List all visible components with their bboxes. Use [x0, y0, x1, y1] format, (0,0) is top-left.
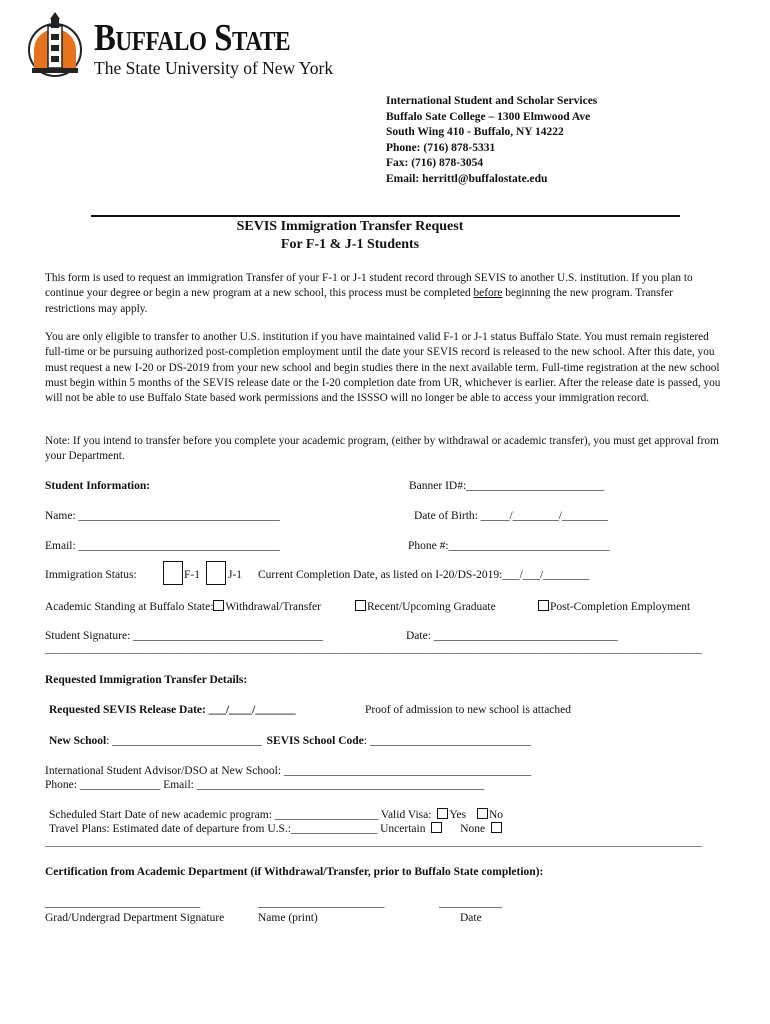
cert-date-line[interactable]: ___________ — [439, 897, 503, 909]
contact-line: Fax: (716) 878-3054 — [386, 157, 484, 169]
note-paragraph: Note: If you intend to transfer before you complete your academic program, (either by withdrawal or academic transfer), you must get approval from your Department. — [45, 435, 719, 463]
email-field[interactable]: Email: ___________________________________ — [45, 540, 280, 552]
eligibility-paragraph: You are only eligible to transfer to another U.S. institution if you have maintained valid F-1 or J-1 status Buffalo State. You must remain registered full-time or be pursuing authorized post-completion employment until the date your SEVIS record is released to the new school. After this date, you must request a new I-20 or DS-2019 from your new school and begin studies there in the next available term. Full-time registration at the new school must begin within 5 months of the SEVIS release date or the I-20 completion date from UR, whichever is earlier. After the release date is passed, you will not be able to use Buffalo State based work permissions and the ISSSO will no longer be able to access your immigration record. — [45, 331, 721, 405]
intro-paragraph: This form is used to request an immigration Transfer of your F-1 or J-1 student record through SEVIS to another U.S. institution. If you plan to continue your degree or begin a new program at a new school, this process must be completed before beginning the new program. Transfer restrictions may apply. — [45, 272, 693, 315]
immigration-status-label: Immigration Status: — [45, 569, 137, 581]
travel-plans-row — [49, 822, 503, 835]
new-school-field[interactable]: : __________________________ — [106, 735, 262, 747]
post-completion-option — [538, 600, 690, 613]
before-emphasis: before — [473, 287, 503, 300]
academic-standing-label: Academic Standing at Buffalo State: — [45, 601, 214, 613]
j1-checkbox[interactable] — [206, 561, 226, 585]
sevis-code-field[interactable]: : ____________________________ — [363, 735, 531, 747]
contact-line: Phone: (716) 878-5331 — [386, 141, 496, 154]
visa-no-checkbox[interactable] — [477, 808, 488, 819]
buffalo-state-logo — [22, 12, 334, 84]
withdrawal-checkbox[interactable] — [213, 600, 224, 611]
visa-no-label: No — [488, 809, 504, 821]
completion-date-field[interactable]: Current Completion Date, as listed on I-20/DS-2019:___/___/________ — [258, 569, 590, 581]
print-name-line[interactable]: ______________________ — [258, 897, 385, 909]
header-rule — [91, 215, 680, 217]
phone-field[interactable]: Phone #:____________________________ — [408, 540, 610, 552]
advisor-contact-field[interactable]: Phone: ______________ Email: __________________________________________________ — [45, 779, 485, 791]
sevis-code-label: SEVIS School Code — [266, 735, 364, 747]
logo-wordmark: Buffalo State — [94, 17, 291, 59]
visa-yes-checkbox[interactable] — [437, 808, 448, 819]
none-checkbox[interactable] — [491, 822, 502, 833]
contact-block — [386, 94, 597, 187]
contact-line: International Student and Scholar Services — [386, 95, 598, 107]
withdrawal-label: Withdrawal/Transfer — [225, 601, 321, 613]
post-completion-label: Post-Completion Employment — [550, 601, 691, 613]
dept-signature-label: Grad/Undergrad Department Signature — [45, 912, 225, 924]
student-signature-field[interactable]: Student Signature: _________________________________ — [45, 630, 323, 642]
dept-signature-line[interactable]: ___________________________ — [45, 897, 201, 909]
j1-label: J-1 — [228, 569, 243, 581]
uncertain-checkbox[interactable] — [431, 822, 442, 833]
contact-email: Email: herrittl@buffalostate.edu — [386, 172, 548, 185]
contact-line: South Wing 410 - Buffalo, NY 14222 — [386, 126, 564, 138]
banner-id-field[interactable]: Banner ID#:________________________ — [409, 480, 605, 492]
f1-checkbox[interactable] — [163, 561, 183, 585]
tower-emblem-icon — [24, 12, 86, 82]
start-date-field[interactable]: Scheduled Start Date of new academic program: __________________ Valid Visa: — [49, 809, 432, 821]
recent-grad-checkbox[interactable] — [355, 600, 366, 611]
contact-line: Buffalo Sate College – 1300 Elmwood Ave — [386, 110, 591, 123]
student-info-heading: Student Information: — [45, 480, 151, 492]
proof-of-admission: Proof of admission to new school is attached — [365, 704, 572, 716]
new-school-row — [49, 735, 531, 747]
section-separator: ______________________________________________________________________________________________________________________________________ — [45, 836, 702, 848]
recent-grad-label: Recent/Upcoming Graduate — [367, 601, 496, 613]
recent-grad-option — [355, 600, 496, 613]
none-label: None — [460, 823, 486, 835]
print-name-label: Name (print) — [258, 912, 318, 924]
academic-standing-row — [45, 600, 321, 613]
visa-yes-label: Yes — [449, 809, 467, 821]
form-title: SEVIS Immigration Transfer Request — [236, 219, 464, 234]
student-date-field[interactable]: Date: ________________________________ — [406, 630, 618, 642]
release-date-field[interactable]: Requested SEVIS Release Date: ___/____/_______ — [49, 704, 296, 716]
name-field[interactable]: Name: ___________________________________ — [45, 510, 280, 522]
section-separator: ______________________________________________________________________________________________________________________________________ — [45, 643, 702, 655]
form-subtitle: For F-1 & J-1 Students — [280, 237, 420, 252]
travel-plans-field[interactable]: Travel Plans: Estimated date of departure from U.S.:_______________ Uncertain — [49, 823, 426, 835]
f1-label: F-1 — [184, 569, 200, 581]
certification-heading: Certification from Academic Department (if Withdrawal/Transfer, prior to Buffalo State completion): — [45, 866, 544, 878]
advisor-field[interactable]: International Student Advisor/DSO at New School: ___________________________________________ — [45, 765, 532, 777]
logo-subtitle: The State University of New York — [94, 58, 334, 78]
cert-date-label: Date — [460, 912, 482, 924]
new-school-label: New School — [49, 735, 107, 747]
transfer-heading: Requested Immigration Transfer Details: — [45, 674, 248, 686]
dob-field[interactable]: Date of Birth: _____/________/________ — [414, 510, 608, 522]
start-date-row — [49, 808, 503, 821]
post-completion-checkbox[interactable] — [538, 600, 549, 611]
